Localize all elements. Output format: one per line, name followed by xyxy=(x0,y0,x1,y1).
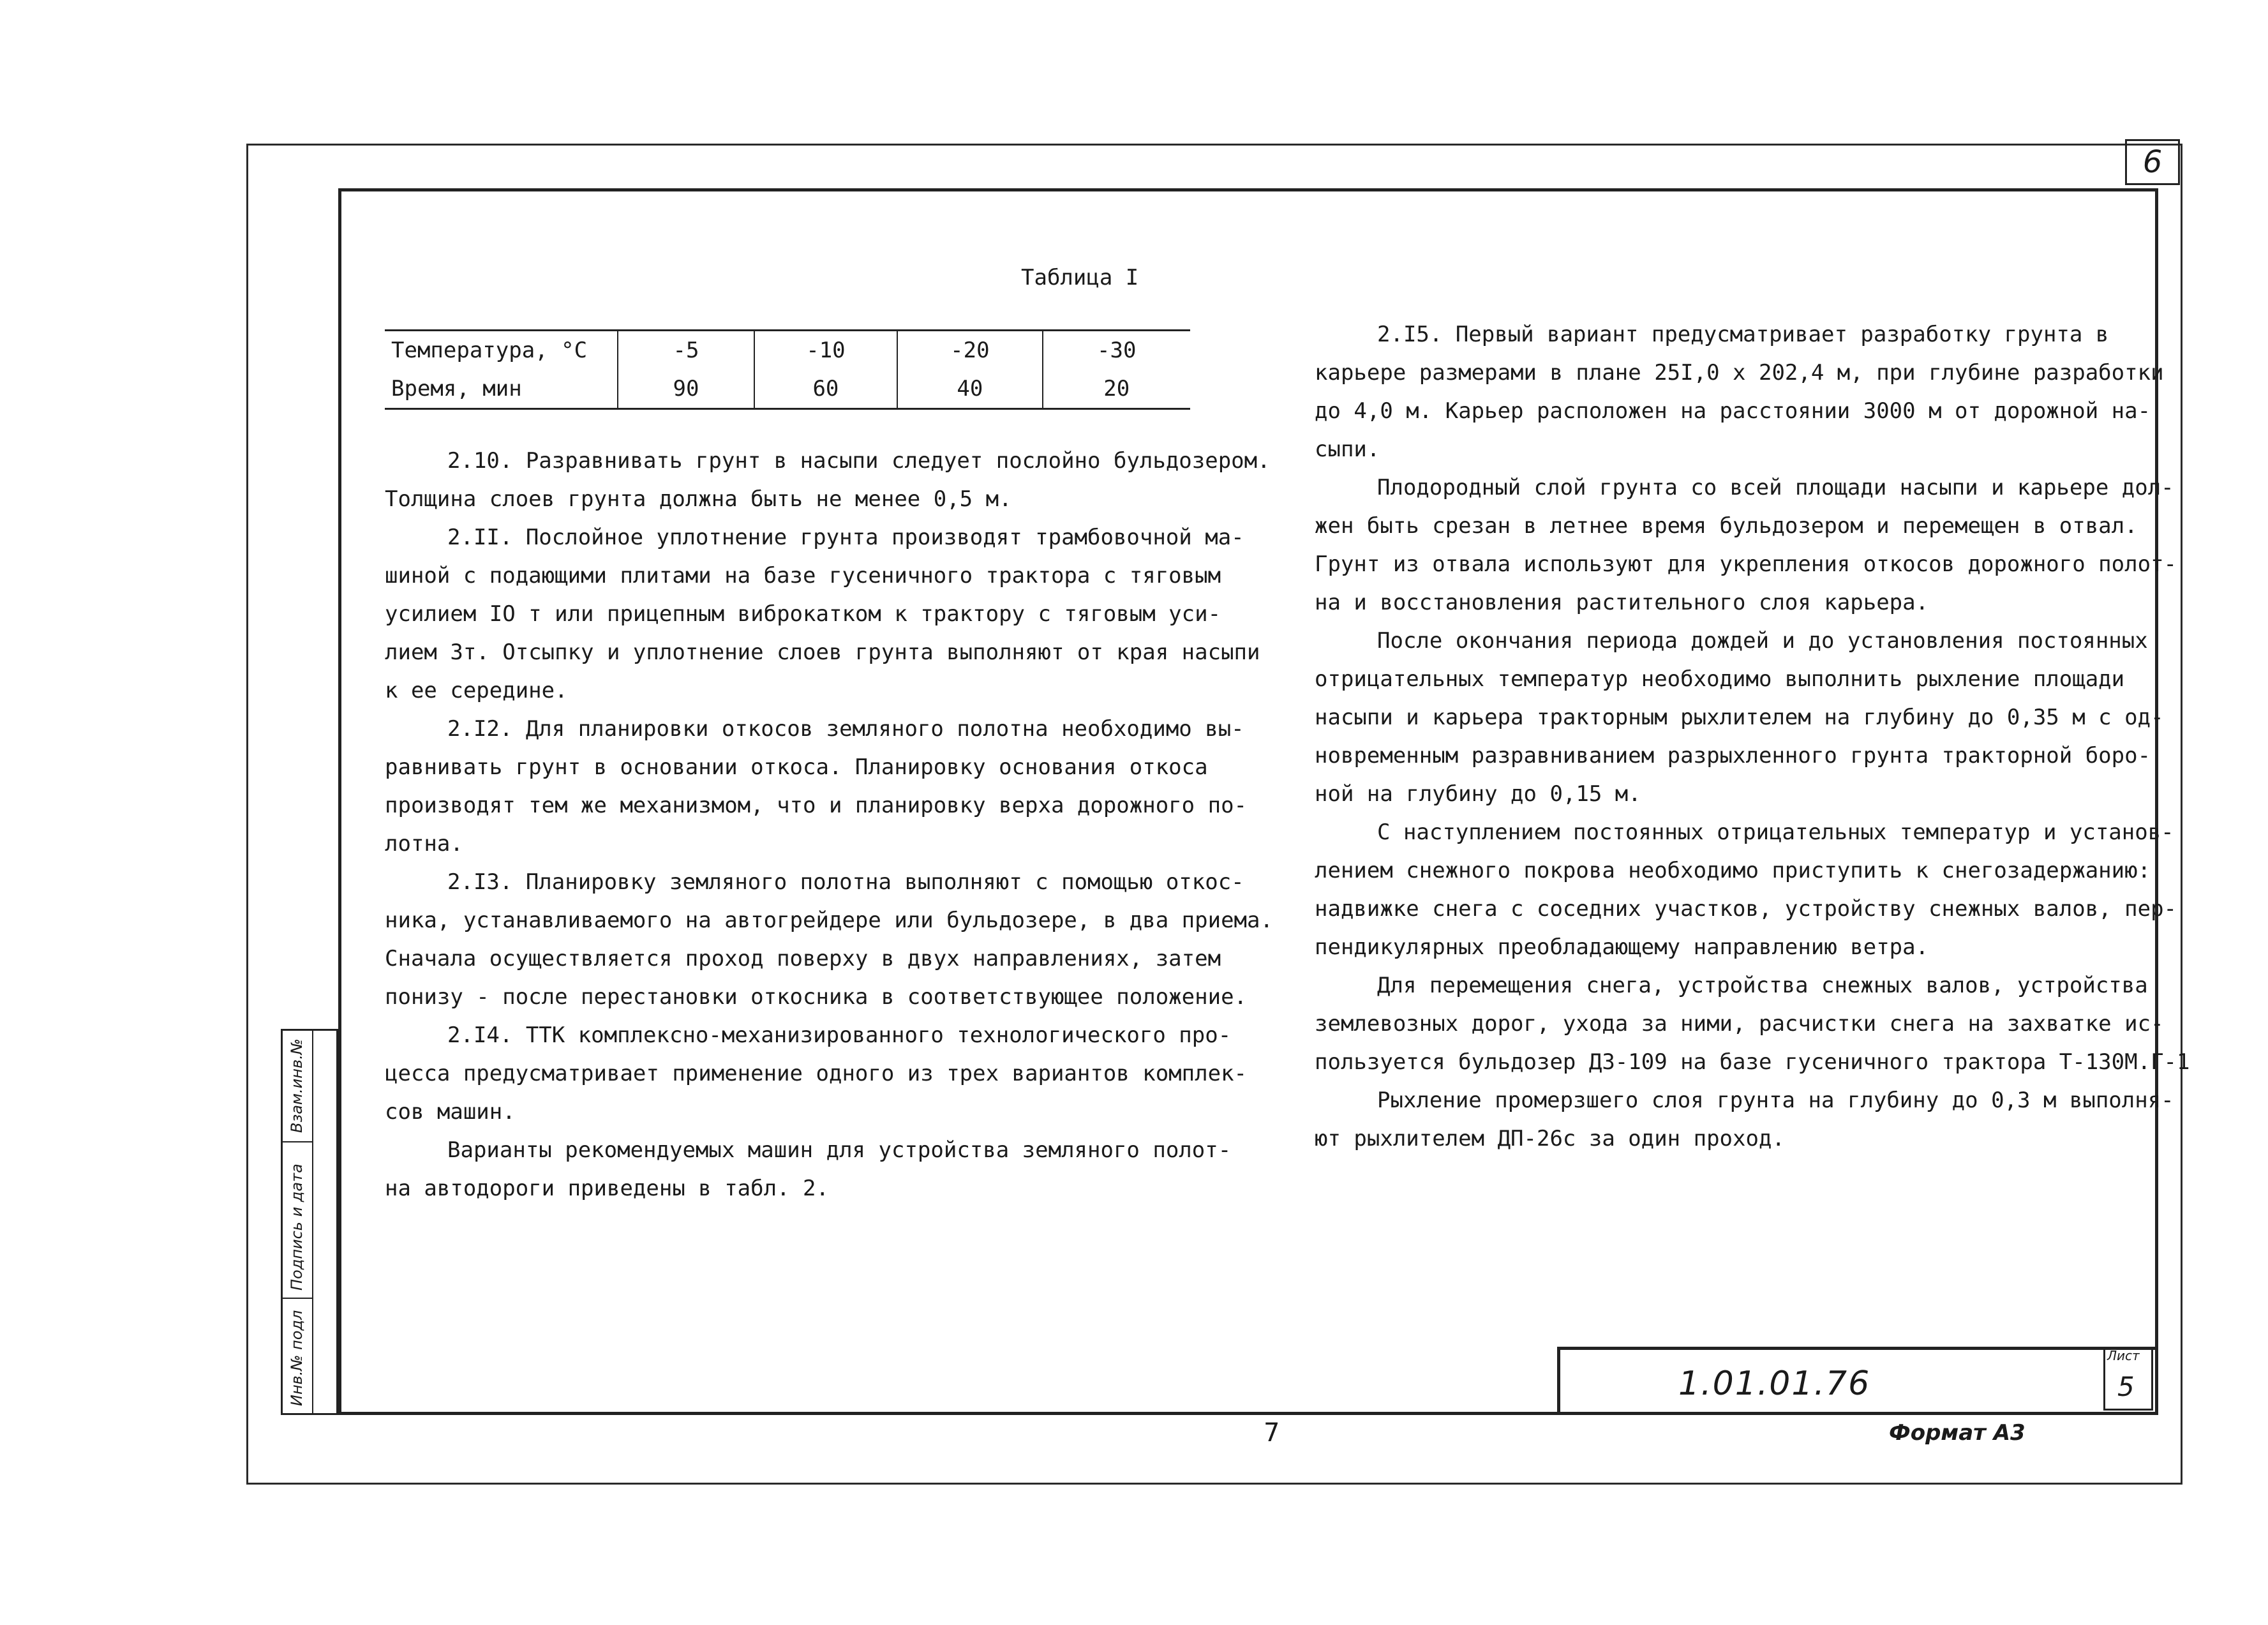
text-line: сыпи. xyxy=(1315,437,1380,462)
text-line: После окончания периода дождей и до установления постоянных xyxy=(1377,628,2148,654)
text-line: надвижке снега с соседних участков, устройству снежных валов, пер- xyxy=(1315,896,2177,922)
side-cell-inventory xyxy=(283,1299,312,1413)
table-row-header: Температура, °С xyxy=(391,338,588,363)
text-line: лием 3т. Отсыпку и уплотнение слоев грунта выполняют от края насыпи xyxy=(385,640,1260,665)
side-stamp xyxy=(281,1029,338,1415)
text-line: лотна. xyxy=(385,831,463,857)
text-line: сов машин. xyxy=(385,1099,516,1125)
data-table xyxy=(385,329,1190,410)
text-line: Рыхление промерзшего слоя грунта на глубину до 0,3 м выполня- xyxy=(1377,1088,2174,1113)
text-line: новременным разравниванием разрыхленного грунта тракторной боро- xyxy=(1315,743,2151,768)
text-line: равнивать грунт в основании откоса. Планировку основания откоса xyxy=(385,754,1208,780)
text-line: лением снежного покрова необходимо приступить к снегозадержанию: xyxy=(1315,858,2151,883)
text-line: ника, устанавливаемого на автогрейдере или бульдозере, в два приема. xyxy=(385,908,1273,933)
text-line: 2.I2. Для планировки откосов земляного полотна необходимо вы- xyxy=(447,716,1244,742)
table-cell: 40 xyxy=(897,370,1042,408)
text-line: Для перемещения снега, устройства снежных валов, устройства xyxy=(1377,973,2148,998)
text-line: Плодородный слой грунта со всей площади насыпи и карьере дол- xyxy=(1377,475,2174,500)
text-line: цесса предусматривает применение одного из трех вариантов комплек- xyxy=(385,1061,1248,1086)
text-line: на автодороги приведены в табл. 2. xyxy=(385,1176,829,1201)
text-line: С наступлением постоянных отрицательных температур и установ- xyxy=(1377,820,2174,845)
text-line: пользуется бульдозер ДЗ-109 на базе гусеничного трактора Т-130М.Г-1 xyxy=(1315,1049,2190,1075)
table-cell: -20 xyxy=(897,331,1042,370)
text-line: усилием IO т или прицепным виброкатком к трактору с тяговым уси- xyxy=(385,601,1221,627)
text-line: Грунт из отвала используют для укрепления откосов дорожного полот- xyxy=(1315,551,2177,577)
table-row xyxy=(385,370,1190,408)
text-line: понизу - после перестановки откосника в соответствующее положение. xyxy=(385,984,1248,1010)
text-line: ют рыхлителем ДП-26с за один проход. xyxy=(1315,1126,1785,1151)
text-line: 2.II. Послойное уплотнение грунта производят трамбовочной ма- xyxy=(447,525,1244,550)
text-line: 2.10. Разравнивать грунт в насыпи следует послойно бульдозером. xyxy=(447,448,1271,474)
table-cell: -10 xyxy=(754,331,898,370)
side-cell-signature xyxy=(283,1142,312,1299)
table-title: Таблица I xyxy=(1021,265,1139,290)
side-label-signature: Подпись и дата xyxy=(288,1164,306,1291)
table-cell: 60 xyxy=(754,370,898,408)
table-cell: 90 xyxy=(618,370,754,408)
table-cell: 20 xyxy=(1043,370,1190,408)
text-line: пендикулярных преобладающему направлению ветра. xyxy=(1315,934,1929,960)
text-line: производят тем же механизмом, что и планировку верха дорожного по- xyxy=(385,793,1248,818)
table-cell: -5 xyxy=(618,331,754,370)
text-line: шиной с подающими плитами на базе гусеничного трактора с тяговым xyxy=(385,563,1221,588)
text-line: Варианты рекомендуемых машин для устройства земляного полот- xyxy=(447,1137,1232,1163)
text-line: на и восстановления растительного слоя карьера. xyxy=(1315,590,1929,615)
left-column-text xyxy=(385,442,1273,1208)
text-line: 2.I3. Планировку земляного полотна выполняют с помощью откос- xyxy=(447,869,1244,895)
text-line: ной на глубину до 0,15 м. xyxy=(1315,781,1641,807)
text-line: жен быть срезан в летнее время бульдозером и перемещен в отвал. xyxy=(1315,513,2138,539)
text-line: землевозных дорог, ухода за ними, расчистки снега на захватке ис- xyxy=(1315,1011,2164,1037)
side-cell-replacement xyxy=(283,1031,312,1142)
table-cell: -30 xyxy=(1043,331,1190,370)
table-row xyxy=(385,331,1190,370)
format-label: Формат А3 xyxy=(1889,1420,2026,1446)
side-label-inventory: Инв.№ подл xyxy=(288,1310,306,1406)
sheet-corner-number: 6 xyxy=(2125,139,2180,185)
text-line: до 4,0 м. Карьер расположен на расстоянии 3000 м от дорожной на- xyxy=(1315,398,2151,424)
right-column-text xyxy=(1315,315,2190,1158)
text-line: Толщина слоев грунта должна быть не менее 0,5 м. xyxy=(385,486,1012,512)
text-line: отрицательных температур необходимо выполнить рыхление площади xyxy=(1315,666,2125,692)
text-line: 2.I4. ТТК комплексно-механизированного технологического про- xyxy=(447,1022,1232,1048)
text-line: 2.I5. Первый вариант предусматривает разработку грунта в xyxy=(1377,322,2109,347)
text-line: насыпи и карьера тракторным рыхлителем на глубину до 0,35 м с од- xyxy=(1315,705,2164,730)
page-number: 7 xyxy=(1264,1418,1280,1448)
text-line: Сначала осуществляется проход поверху в двух направлениях, затем xyxy=(385,946,1221,971)
side-label-replacement: Взам.инв.№ xyxy=(288,1038,306,1133)
text-line: карьере размерами в плане 25I,0 х 202,4 м, при глубине разработки xyxy=(1315,360,2164,386)
table-row-header: Время, мин xyxy=(391,376,522,401)
text-line: к ее середине. xyxy=(385,678,568,703)
document-code: 1.01.01.76 xyxy=(1678,1365,1871,1403)
side-divider xyxy=(312,1031,313,1413)
sheet-label: Лист xyxy=(2107,1348,2140,1363)
sheet-number: 5 xyxy=(2117,1371,2135,1402)
